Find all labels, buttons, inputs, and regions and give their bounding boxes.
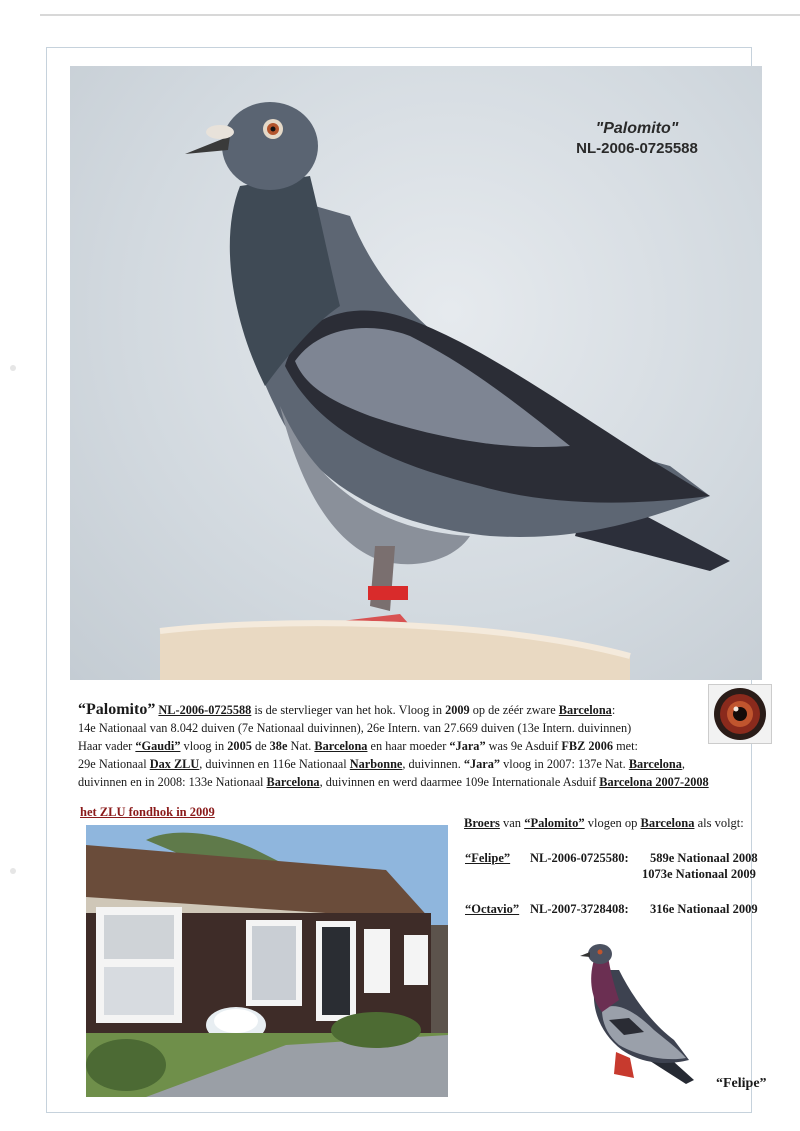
race-name: Barcelona [640, 816, 695, 830]
desc-text: met: [613, 739, 638, 753]
desc-text: vloog in [180, 739, 228, 753]
brothers-intro [464, 816, 744, 831]
desc-text: vlogen op [584, 816, 641, 830]
desc-text: duivinnen en in 2008: 133e Nationaal [78, 775, 267, 789]
desc-text: , duivinnen en 116e Nationaal [199, 757, 350, 771]
punch-hole [10, 365, 16, 371]
desc-text: en haar moeder [367, 739, 450, 753]
desc-text: , duivinnen. [402, 757, 464, 771]
octavio-result-1: 316e Nationaal 2009 [650, 902, 758, 916]
desc-line-3 [78, 737, 768, 755]
main-pigeon-photo [70, 66, 762, 680]
desc-text: : [611, 703, 616, 717]
octavio-name: “Octavio” [465, 902, 520, 916]
punch-hole [10, 868, 16, 874]
ring-number: NL-2006-0725588 [158, 703, 252, 717]
race-name: Barcelona [628, 757, 682, 771]
desc-text: als volgt: [694, 816, 744, 830]
felipe-pigeon-photo [574, 940, 698, 1086]
photo-caption [562, 120, 712, 157]
pigeon-name: “Palomito” [524, 816, 585, 830]
felipe-ring: NL-2006-0725580: [530, 851, 629, 865]
pigeon-name: “Palomito” [78, 701, 156, 718]
top-edge-line [40, 14, 800, 16]
desc-text: de [251, 739, 270, 753]
father-name: “Gaudi” [135, 739, 181, 753]
pigeon-description [78, 701, 768, 791]
desc-text: 29e Nationaal [78, 757, 150, 771]
mother-name: “Jara” [463, 757, 501, 771]
zlu-loft-heading: het ZLU fondhok in 2009 [80, 805, 215, 819]
race-name: Barcelona [314, 739, 368, 753]
desc-text: Haar vader [78, 739, 136, 753]
desc-line-2: 14e Nationaal van 8.042 duiven (7e Nationaal duivinnen), 26e Intern. van 27.669 duiven (13e Intern. duivinnen) [78, 721, 632, 735]
mother-name: “Jara” [449, 739, 486, 753]
race-name: Barcelona 2007-2008 [599, 775, 709, 789]
desc-line-4 [78, 755, 768, 773]
race-name: Dax ZLU [149, 757, 200, 771]
felipe-photo-caption: “Felipe” [716, 1076, 767, 1091]
desc-text: van [499, 816, 525, 830]
brothers-word: Broers [464, 816, 500, 830]
desc-text: was 9e Asduif [485, 739, 562, 753]
desc-line-5 [78, 773, 768, 791]
race-name: Barcelona [266, 775, 320, 789]
desc-text: Nat. [287, 739, 315, 753]
desc-year: 2005 [227, 739, 252, 753]
octavio-ring: NL-2007-3728408: [530, 902, 629, 916]
felipe-result-1: 589e Nationaal 2008 [650, 851, 758, 865]
desc-line-1 [78, 701, 768, 719]
felipe-result-2: 1073e Nationaal 2009 [642, 867, 756, 881]
loft-photo [86, 825, 448, 1097]
caption-ring-number: NL-2006-0725588 [576, 140, 698, 157]
race-name: Barcelona [558, 703, 612, 717]
caption-pigeon-name: "Palomito" [595, 120, 679, 137]
felipe-name: “Felipe” [465, 851, 511, 865]
desc-text: , [681, 757, 685, 771]
desc-year: 2009 [445, 703, 470, 717]
race-name: Narbonne [349, 757, 403, 771]
desc-fbz: FBZ 2006 [561, 739, 614, 753]
desc-text: , duivinnen en werd daarmee 109e Internationale Asduif [319, 775, 600, 789]
desc-text: is de stervlieger van het hok. Vloog in [251, 703, 446, 717]
desc-text: op de zéér zware [469, 703, 559, 717]
desc-place: 38e [269, 739, 288, 753]
desc-text: vloog in 2007: 137e Nat. [500, 757, 629, 771]
